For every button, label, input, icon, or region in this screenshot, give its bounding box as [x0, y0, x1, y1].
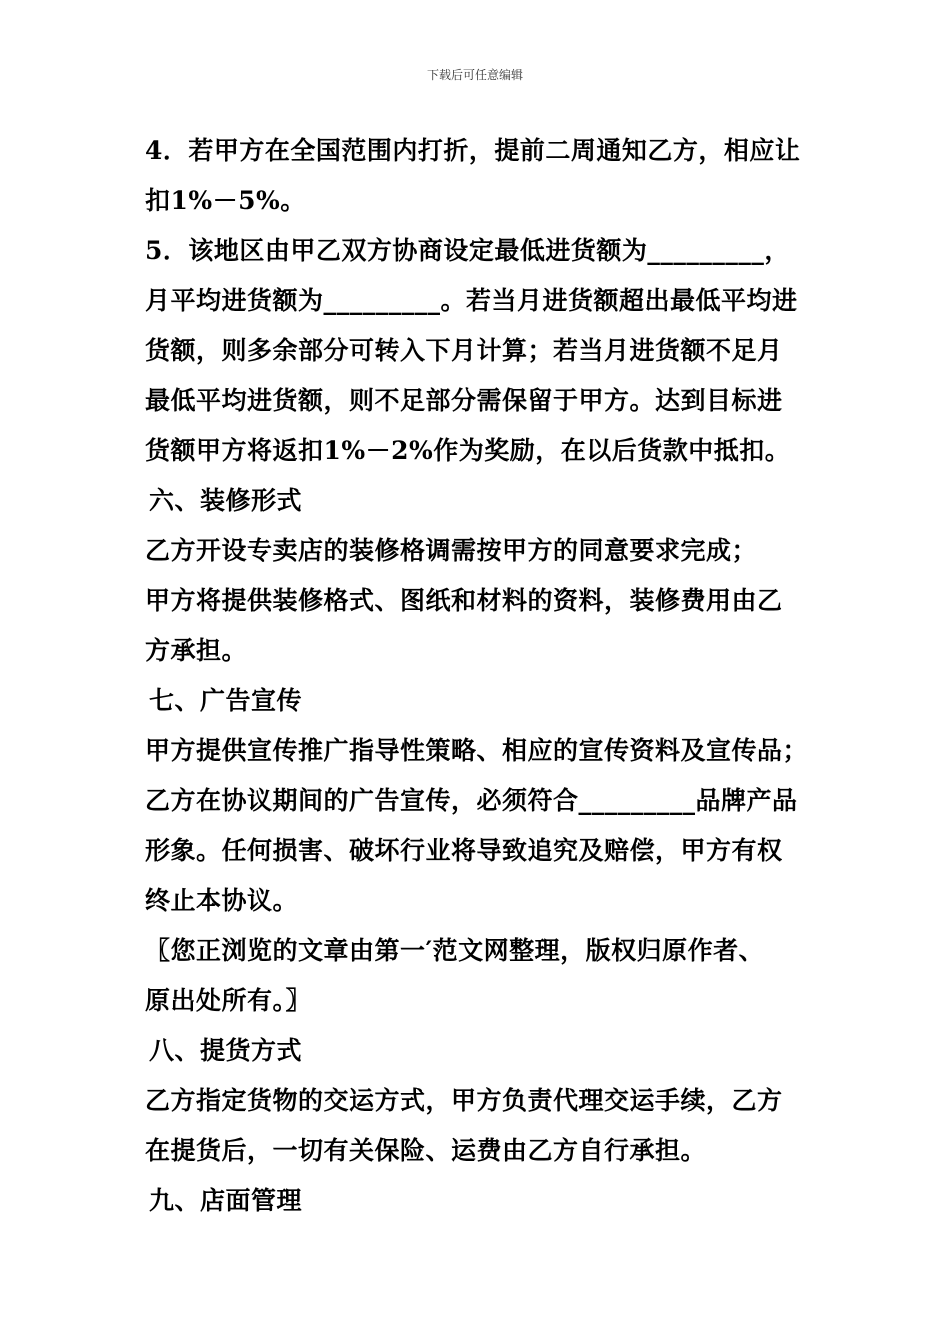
text-line: 方承担。 [145, 636, 248, 665]
text-line: 〖您正浏览的文章由第一′范文网整理，版权归原作者、 [145, 936, 765, 965]
text-line: 乙方指定货物的交运方式，甲方负责代理交运手续，乙方 [145, 1086, 783, 1115]
section-heading-store-management: 九、店面管理 [149, 1186, 303, 1215]
text-line: 乙方在协议期间的广告宣传，必须符合_________品牌产品 [145, 786, 798, 815]
text-line: 5．该地区由甲乙双方协商设定最低进货额为_________， [145, 236, 790, 265]
section-heading-pickup: 八、提货方式 [149, 1036, 303, 1065]
section-heading-decoration: 六、装修形式 [149, 486, 303, 515]
page-header-note: 下载后可任意编辑 [426, 68, 523, 82]
text-line: 货额甲方将返扣1%－2%作为奖励，在以后货款中抵扣。 [145, 436, 791, 465]
text-line: 甲方将提供装修格式、图纸和材料的资料，装修费用由乙 [145, 586, 783, 615]
text-line: 原出处所有。〗 [145, 986, 312, 1015]
text-line: 乙方开设专卖店的装修格调需按甲方的同意要求完成； [145, 536, 758, 565]
text-line: 4．若甲方在全国范围内打折，提前二周通知乙方，相应让 [145, 136, 801, 165]
document-body [145, 126, 810, 1226]
text-line: 最低平均进货额，则不足部分需保留于甲方。达到目标进 [145, 386, 783, 415]
text-line: 月平均进货额为_________。若当月进货额超出最低平均进 [145, 286, 798, 315]
text-line: 甲方提供宣传推广指导性策略、相应的宣传资料及宣传品； [145, 736, 809, 765]
text-line: 终止本协议。 [145, 886, 299, 915]
text-line: 货额，则多余部分可转入下月计算；若当月进货额不足月 [145, 336, 783, 365]
text-line: 形象。任何损害、破坏行业将导致追究及赔偿，甲方有权 [145, 836, 783, 865]
text-line: 扣1%－5%。 [145, 186, 306, 215]
text-line: 在提货后，一切有关保险、运费由乙方自行承担。 [145, 1136, 707, 1165]
section-heading-advertising: 七、广告宣传 [149, 686, 303, 715]
